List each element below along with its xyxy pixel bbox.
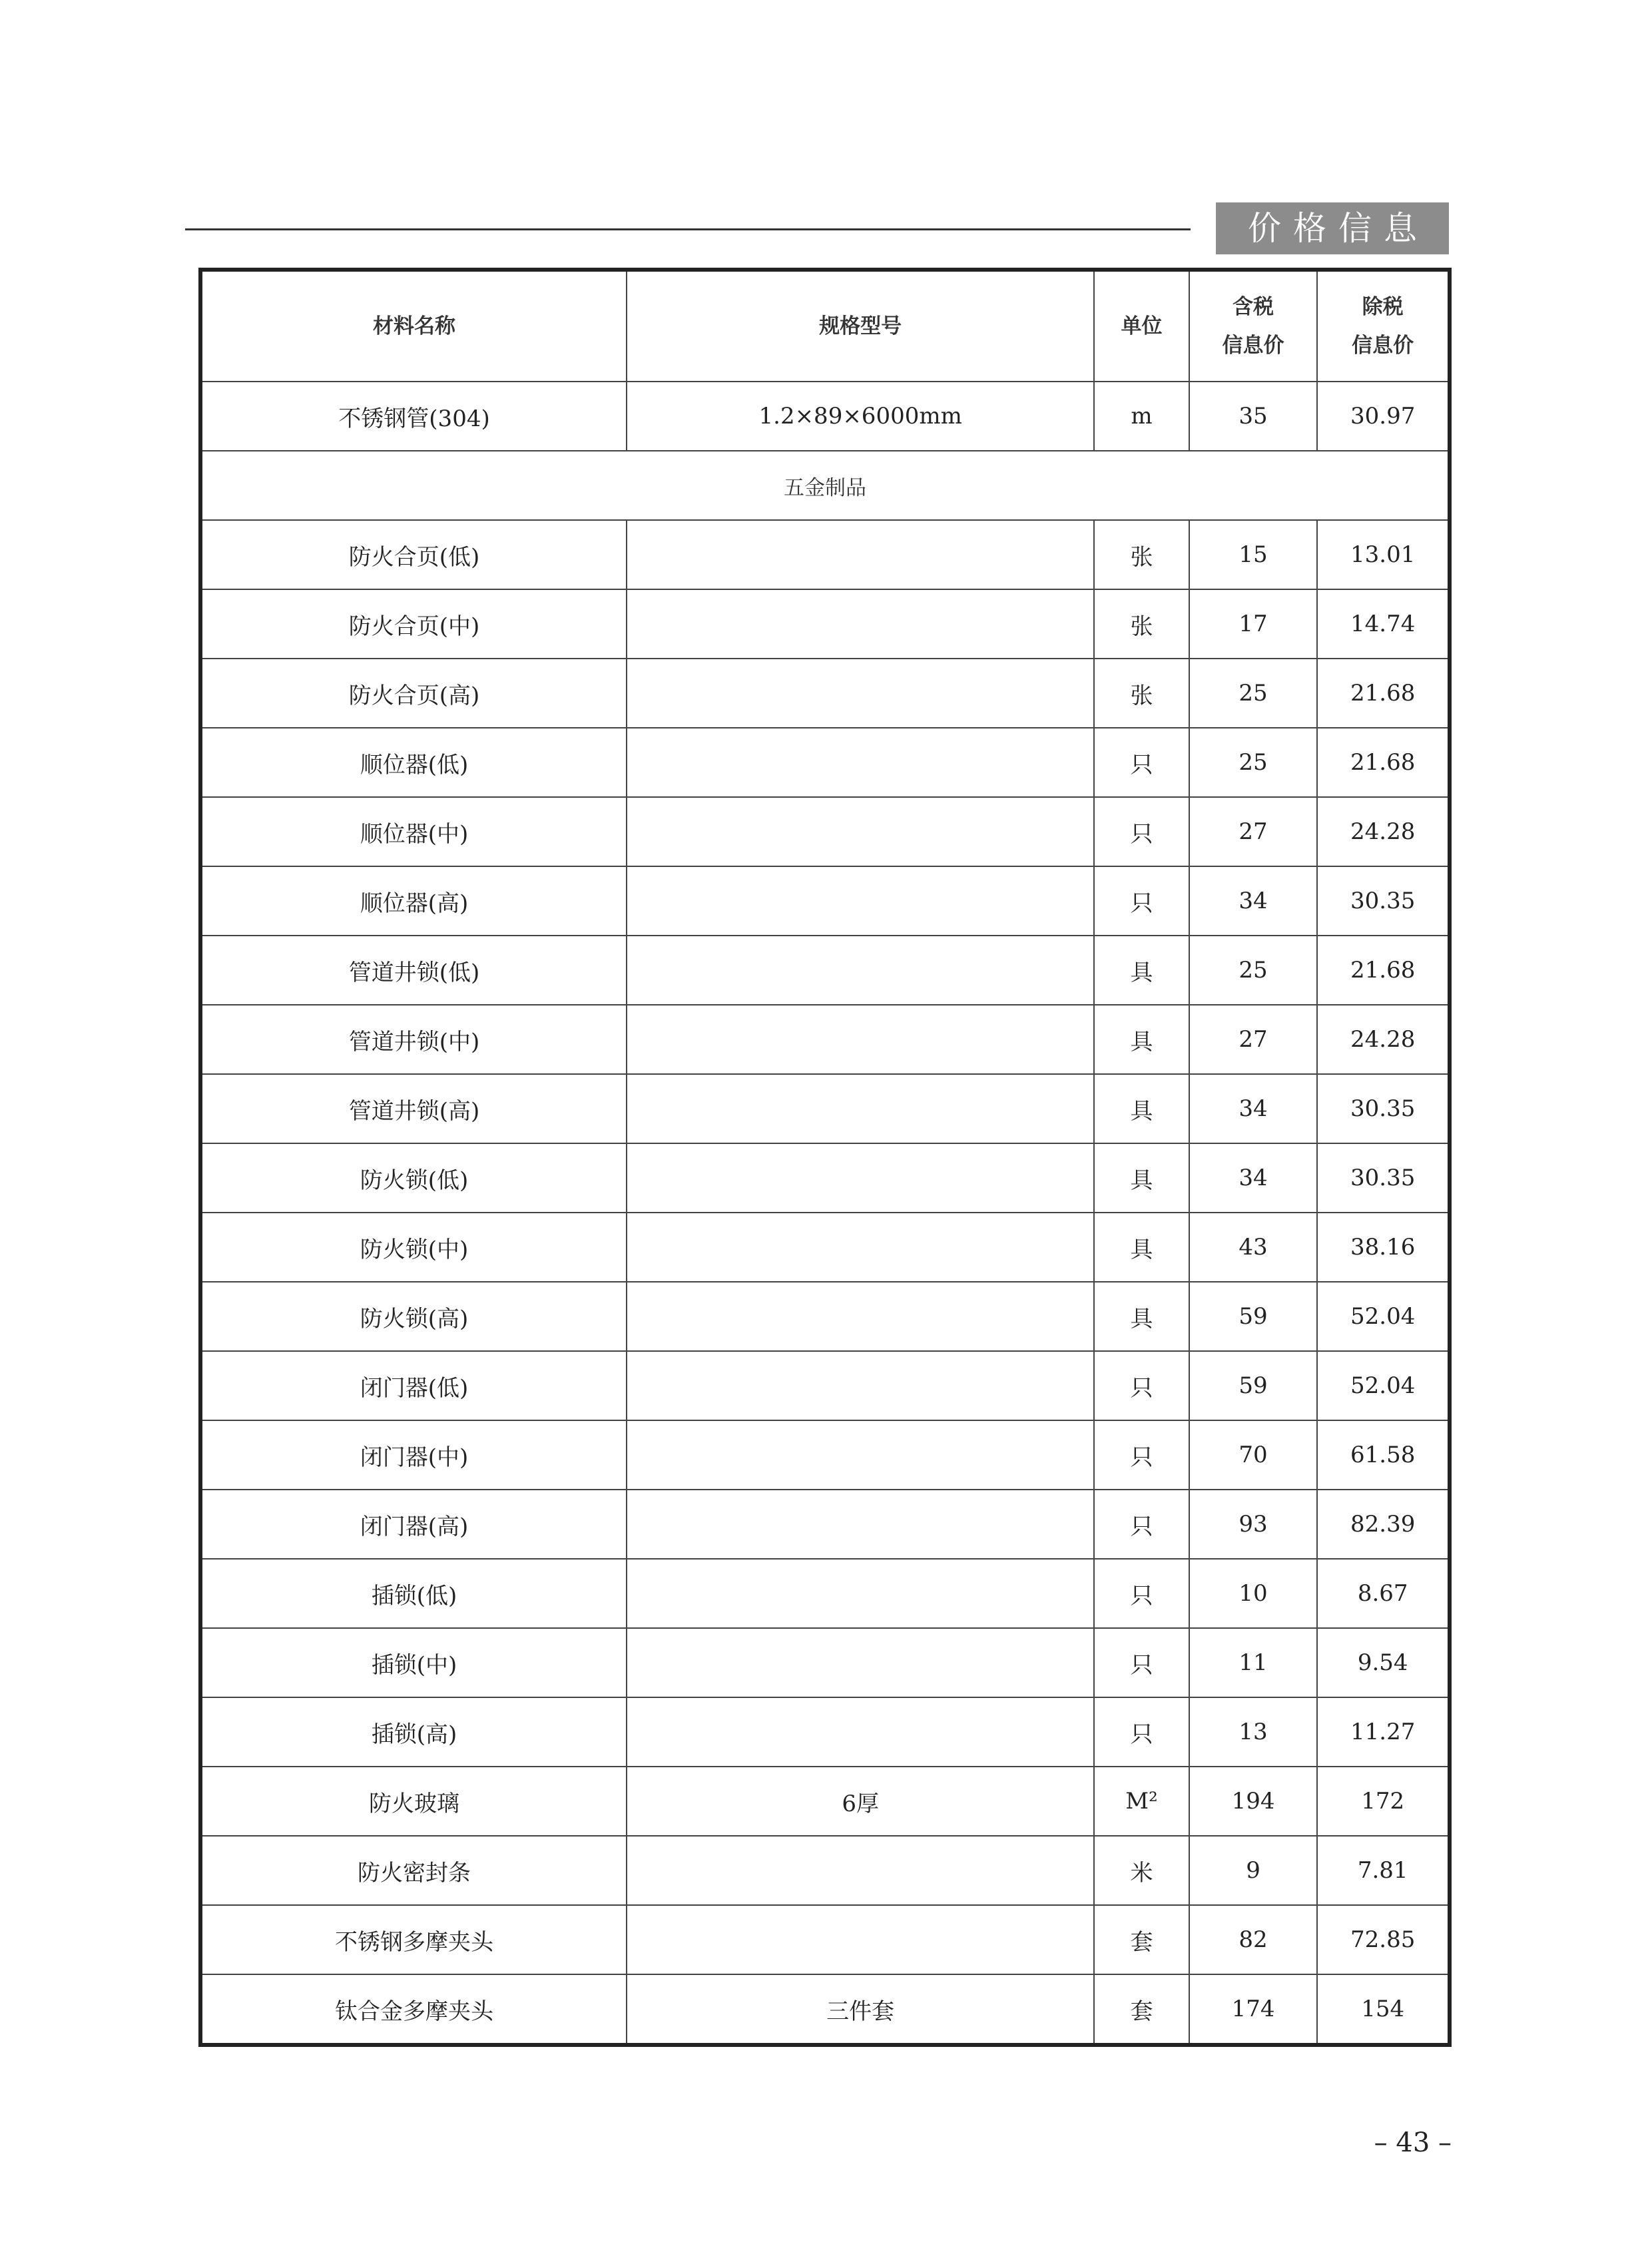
- cell-name: 钛合金多摩夹头: [200, 1974, 627, 2045]
- cell-price-notax: 21.68: [1317, 728, 1450, 797]
- cell-unit: 具: [1094, 1074, 1189, 1143]
- cell-spec: [627, 1836, 1094, 1905]
- cell-unit: 只: [1094, 1628, 1189, 1697]
- table-row: [200, 1628, 1450, 1697]
- cell-price-notax: 8.67: [1317, 1559, 1450, 1628]
- cell-price-tax: 9: [1189, 1836, 1318, 1905]
- table-row: [200, 936, 1450, 1005]
- cell-spec: [627, 797, 1094, 866]
- cell-unit: 张: [1094, 659, 1189, 728]
- cell-name: 防火锁(高): [200, 1282, 627, 1351]
- cell-price-notax: 7.81: [1317, 1836, 1450, 1905]
- table-row: [200, 1213, 1450, 1282]
- cell-price-tax: 27: [1189, 797, 1318, 866]
- cell-spec: [627, 659, 1094, 728]
- cell-price-notax: 52.04: [1317, 1351, 1450, 1420]
- table-row: [200, 866, 1450, 936]
- cell-price-notax: 11.27: [1317, 1697, 1450, 1767]
- cell-price-tax: 34: [1189, 1143, 1318, 1213]
- cell-price-tax: 15: [1189, 520, 1318, 589]
- cell-spec: [627, 589, 1094, 659]
- cell-name: 防火合页(低): [200, 520, 627, 589]
- cell-name: 防火锁(低): [200, 1143, 627, 1213]
- cell-price-tax: 27: [1189, 1005, 1318, 1074]
- cell-unit: 只: [1094, 797, 1189, 866]
- header-rule: [185, 228, 1191, 230]
- cell-unit: 只: [1094, 728, 1189, 797]
- table-header-row: [200, 270, 1450, 382]
- cell-price-tax: 11: [1189, 1628, 1318, 1697]
- cell-unit: 具: [1094, 1143, 1189, 1213]
- cell-unit: 只: [1094, 1420, 1189, 1490]
- table-row: [200, 382, 1450, 451]
- cell-spec: [627, 1213, 1094, 1282]
- cell-price-notax: 14.74: [1317, 589, 1450, 659]
- cell-price-notax: 30.97: [1317, 382, 1450, 451]
- cell-name: 防火合页(高): [200, 659, 627, 728]
- cell-spec: 三件套: [627, 1974, 1094, 2045]
- cell-price-tax: 93: [1189, 1490, 1318, 1559]
- cell-price-notax: 172: [1317, 1767, 1450, 1836]
- page-number: – 43 –: [1374, 2127, 1452, 2158]
- cell-price-tax: 174: [1189, 1974, 1318, 2045]
- header-price-tax-line2: 信息价: [1222, 334, 1284, 358]
- cell-price-notax: 61.58: [1317, 1420, 1450, 1490]
- table-row: [200, 1974, 1450, 2045]
- cell-spec: [627, 1005, 1094, 1074]
- group-title: 五金制品: [200, 451, 1450, 520]
- cell-price-notax: 72.85: [1317, 1905, 1450, 1974]
- cell-unit: 套: [1094, 1905, 1189, 1974]
- cell-unit: 只: [1094, 1490, 1189, 1559]
- table-row: [200, 1490, 1450, 1559]
- header-price-tax: [1189, 270, 1318, 382]
- cell-price-tax: 25: [1189, 728, 1318, 797]
- cell-name: 顺位器(中): [200, 797, 627, 866]
- cell-price-notax: 38.16: [1317, 1213, 1450, 1282]
- cell-spec: [627, 1490, 1094, 1559]
- cell-name: 防火合页(中): [200, 589, 627, 659]
- cell-price-tax: 34: [1189, 1074, 1318, 1143]
- cell-price-tax: 35: [1189, 382, 1318, 451]
- cell-price-notax: 82.39: [1317, 1490, 1450, 1559]
- table-row: [200, 1836, 1450, 1905]
- table-row: [200, 1767, 1450, 1836]
- cell-unit: 具: [1094, 936, 1189, 1005]
- cell-unit: m: [1094, 382, 1189, 451]
- cell-price-tax: 59: [1189, 1351, 1318, 1420]
- header-price-notax-line1: 除税: [1362, 295, 1404, 319]
- cell-spec: [627, 1143, 1094, 1213]
- cell-price-tax: 25: [1189, 936, 1318, 1005]
- cell-price-tax: 10: [1189, 1559, 1318, 1628]
- cell-price-notax: 21.68: [1317, 659, 1450, 728]
- cell-price-notax: 154: [1317, 1974, 1450, 2045]
- cell-unit: 张: [1094, 589, 1189, 659]
- cell-spec: [627, 1282, 1094, 1351]
- table-row: [200, 1282, 1450, 1351]
- section-tag: 价格信息: [1216, 202, 1449, 254]
- cell-name: 管道井锁(高): [200, 1074, 627, 1143]
- cell-spec: [627, 936, 1094, 1005]
- cell-name: 防火锁(中): [200, 1213, 627, 1282]
- cell-spec: [627, 866, 1094, 936]
- cell-name: 不锈钢管(304): [200, 382, 627, 451]
- cell-name: 闭门器(低): [200, 1351, 627, 1420]
- cell-name: 闭门器(中): [200, 1420, 627, 1490]
- cell-price-tax: 82: [1189, 1905, 1318, 1974]
- cell-name: 顺位器(高): [200, 866, 627, 936]
- cell-unit: 只: [1094, 1351, 1189, 1420]
- cell-unit: 张: [1094, 520, 1189, 589]
- cell-unit: 只: [1094, 866, 1189, 936]
- cell-name: 防火密封条: [200, 1836, 627, 1905]
- table-row: [200, 1697, 1450, 1767]
- header-spec: 规格型号: [627, 270, 1094, 382]
- cell-price-notax: 13.01: [1317, 520, 1450, 589]
- cell-name: 插锁(中): [200, 1628, 627, 1697]
- table-row: [200, 1420, 1450, 1490]
- cell-name: 管道井锁(中): [200, 1005, 627, 1074]
- cell-unit: 套: [1094, 1974, 1189, 2045]
- cell-name: 防火玻璃: [200, 1767, 627, 1836]
- header-price-notax-line2: 信息价: [1352, 334, 1414, 358]
- table-row: [200, 1005, 1450, 1074]
- cell-spec: [627, 1351, 1094, 1420]
- cell-name: 闭门器(高): [200, 1490, 627, 1559]
- cell-price-tax: 25: [1189, 659, 1318, 728]
- table-row: [200, 1559, 1450, 1628]
- cell-price-notax: 24.28: [1317, 1005, 1450, 1074]
- cell-unit: 只: [1094, 1559, 1189, 1628]
- cell-price-notax: 30.35: [1317, 866, 1450, 936]
- cell-spec: 6厚: [627, 1767, 1094, 1836]
- cell-price-tax: 34: [1189, 866, 1318, 936]
- cell-unit: 具: [1094, 1005, 1189, 1074]
- table-row: [200, 1074, 1450, 1143]
- cell-unit: 米: [1094, 1836, 1189, 1905]
- cell-price-notax: 24.28: [1317, 797, 1450, 866]
- cell-name: 插锁(低): [200, 1559, 627, 1628]
- cell-price-notax: 21.68: [1317, 936, 1450, 1005]
- price-table: [198, 268, 1452, 2047]
- header-price-notax: [1317, 270, 1450, 382]
- cell-spec: 1.2×89×6000mm: [627, 382, 1094, 451]
- cell-spec: [627, 728, 1094, 797]
- cell-unit: 具: [1094, 1282, 1189, 1351]
- cell-name: 插锁(高): [200, 1697, 627, 1767]
- header-price-tax-line1: 含税: [1233, 295, 1274, 319]
- cell-price-tax: 194: [1189, 1767, 1318, 1836]
- cell-price-tax: 59: [1189, 1282, 1318, 1351]
- cell-name: 顺位器(低): [200, 728, 627, 797]
- cell-spec: [627, 1559, 1094, 1628]
- cell-spec: [627, 1905, 1094, 1974]
- table-row: [200, 728, 1450, 797]
- cell-name: 管道井锁(低): [200, 936, 627, 1005]
- cell-name: 不锈钢多摩夹头: [200, 1905, 627, 1974]
- table-row: [200, 520, 1450, 589]
- table-row: [200, 1143, 1450, 1213]
- cell-price-notax: 52.04: [1317, 1282, 1450, 1351]
- table-row: [200, 1905, 1450, 1974]
- table-row: [200, 589, 1450, 659]
- cell-spec: [627, 1420, 1094, 1490]
- table-row: [200, 1351, 1450, 1420]
- cell-spec: [627, 1074, 1094, 1143]
- cell-spec: [627, 1628, 1094, 1697]
- cell-price-notax: 30.35: [1317, 1143, 1450, 1213]
- cell-unit: 具: [1094, 1213, 1189, 1282]
- cell-spec: [627, 520, 1094, 589]
- cell-price-tax: 13: [1189, 1697, 1318, 1767]
- cell-price-notax: 9.54: [1317, 1628, 1450, 1697]
- cell-price-tax: 17: [1189, 589, 1318, 659]
- group-row: [200, 451, 1450, 520]
- cell-spec: [627, 1697, 1094, 1767]
- cell-price-tax: 70: [1189, 1420, 1318, 1490]
- cell-unit: M²: [1094, 1767, 1189, 1836]
- cell-unit: 只: [1094, 1697, 1189, 1767]
- cell-price-tax: 43: [1189, 1213, 1318, 1282]
- table-row: [200, 797, 1450, 866]
- header-name: 材料名称: [200, 270, 627, 382]
- header-unit: 单位: [1094, 270, 1189, 382]
- cell-price-notax: 30.35: [1317, 1074, 1450, 1143]
- table-row: [200, 659, 1450, 728]
